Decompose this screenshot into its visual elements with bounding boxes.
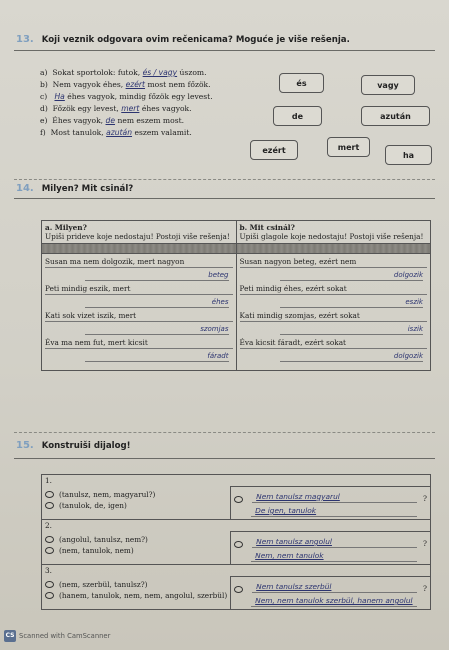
handwritten-answer: éhes xyxy=(85,297,229,308)
question-mark: ? xyxy=(423,584,427,593)
exercise-number: 15. xyxy=(16,440,34,451)
answer-line xyxy=(234,503,427,517)
sentence-line: Susan nagyon beteg, ezért nem xyxy=(240,256,428,268)
sentence-start: Éhes vagyok, xyxy=(52,116,104,126)
handwritten-answer: Nem tanulsz magyarul xyxy=(252,492,417,503)
column-a-title: a. Milyen? xyxy=(45,223,87,232)
sentence-end: éhes vagyok. xyxy=(141,104,192,114)
column-a-instruction: Upiši prideve koje nedostaju! Postoji više rešenja! xyxy=(45,232,230,241)
prompt-cell xyxy=(42,487,231,520)
sentence-end: úszom. xyxy=(179,68,207,77)
divider xyxy=(14,198,435,199)
speech-bubble-icon xyxy=(234,541,243,548)
prompt-text: (tanulsz, nem, magyarul?) xyxy=(59,489,156,499)
exercise-14-heading xyxy=(16,183,133,194)
sentence-line: Peti mindig eszik, mert xyxy=(45,283,233,295)
handwritten-answer: Nem tanulsz szerbül xyxy=(252,582,417,593)
divider xyxy=(14,179,435,180)
prompt xyxy=(45,545,227,556)
exercise-13-heading xyxy=(16,34,350,45)
handwritten-answer: dolgozik xyxy=(280,351,424,362)
sentence xyxy=(40,103,213,115)
answer-cell xyxy=(231,487,431,520)
divider xyxy=(14,50,435,51)
question-mark: ? xyxy=(423,539,427,548)
adjective-verb-table xyxy=(41,220,431,371)
answer-line xyxy=(234,534,427,548)
item-number-cell xyxy=(42,520,431,532)
word-box-mert: mert xyxy=(327,137,370,157)
prompt xyxy=(45,534,227,545)
sentence-line: Kati mindig szomjas, ezért sokat xyxy=(240,310,428,322)
handwritten-answer: Nem, nem tanulok szerbül, hanem angolul xyxy=(251,596,417,607)
word-box-de: de xyxy=(273,106,322,126)
prompt-text: (nem, tanulok, nem) xyxy=(59,545,134,555)
exercise-15-heading xyxy=(16,440,131,451)
speech-bubble-icon xyxy=(45,491,54,498)
handwritten-answer: dolgozik xyxy=(280,270,424,281)
exercise-title: Konstruiši dijalog! xyxy=(41,441,131,451)
column-a-header xyxy=(42,221,237,244)
speech-bubble-icon xyxy=(45,536,54,543)
handwritten-answer: Ha xyxy=(54,92,65,102)
sentence-letter: a) xyxy=(40,68,48,77)
prompt-cell xyxy=(42,577,231,610)
handwritten-answer: fáradt xyxy=(85,351,229,362)
sentence-start: Sokat sportolok: futok, xyxy=(52,68,141,77)
handwritten-answer: szomjas xyxy=(85,324,229,335)
answer-line xyxy=(234,579,427,593)
column-b-instruction: Upiši glagole koje nedostaju! Postoji više rešenja! xyxy=(239,232,424,241)
sentence xyxy=(40,67,213,79)
sentence-letter: d) xyxy=(40,104,48,114)
dialogue-table xyxy=(41,474,431,610)
divider xyxy=(14,458,435,459)
word-box-vagy: vagy xyxy=(361,75,415,95)
divider xyxy=(14,432,435,433)
question-mark: ? xyxy=(423,494,427,503)
sentence xyxy=(40,115,213,127)
answer-line xyxy=(234,593,427,607)
sentence-line: Éva ma nem fut, mert kicsit xyxy=(45,337,233,349)
column-b-body xyxy=(236,254,431,371)
scanner-watermark xyxy=(4,630,110,642)
sentence-list xyxy=(40,67,213,140)
sentence-line: Susan ma nem dolgozik, mert nagyon xyxy=(45,256,233,268)
column-b-title: b. Mit csinál? xyxy=(239,223,295,232)
sentence xyxy=(40,127,213,139)
prompt-text: (angolul, tanulsz, nem?) xyxy=(59,534,148,544)
exercise-title: Koji veznik odgovara ovim rečenicama? Moguće je više rešenja. xyxy=(41,35,350,45)
sentence-letter: c) xyxy=(40,92,48,102)
word-box-ezert: ezért xyxy=(250,140,298,160)
answer-cell xyxy=(231,532,431,565)
camscanner-logo: CS xyxy=(4,630,16,642)
word-box-azutan: azután xyxy=(361,106,430,126)
column-a-body xyxy=(42,254,237,371)
prompt xyxy=(45,489,227,500)
answer-line xyxy=(234,489,427,503)
sentence-end: éhes vagyok, mindig főzök egy levest. xyxy=(67,92,213,102)
handwritten-answer: Nem tanulsz angolul xyxy=(252,537,417,548)
prompt xyxy=(45,500,227,511)
speech-bubble-icon xyxy=(234,496,243,503)
sentence-line: Éva kicsit fáradt, ezért sokat xyxy=(240,337,428,349)
column-b-header xyxy=(236,221,431,244)
answer-cell xyxy=(231,577,431,610)
handwritten-answer: mert xyxy=(121,104,140,114)
prompt xyxy=(45,579,227,590)
exercise-title: Milyen? Mit csinál? xyxy=(41,184,134,194)
exercise-number: 14. xyxy=(16,183,34,194)
answer-line xyxy=(234,548,427,562)
speech-bubble-icon xyxy=(45,502,54,509)
sentence-start: Főzök egy levest, xyxy=(52,104,119,114)
exercise-number: 13. xyxy=(16,34,34,45)
sentence-letter: e) xyxy=(40,116,48,126)
shaded-band xyxy=(42,244,237,254)
handwritten-answer: beteg xyxy=(85,270,229,281)
handwritten-answer: De igen, tanulok xyxy=(251,506,417,517)
sentence-end: eszem valamit. xyxy=(134,128,192,138)
handwritten-answer: azután xyxy=(106,128,133,138)
prompt xyxy=(45,590,227,601)
item-number-cell xyxy=(42,475,431,487)
speech-bubble-icon xyxy=(234,586,243,593)
speech-bubble-icon xyxy=(45,547,54,554)
sentence-start: Nem vagyok éhes, xyxy=(52,80,124,90)
prompt-text: (tanulok, de, igen) xyxy=(59,500,127,510)
sentence-end: nem eszem most. xyxy=(117,116,185,126)
prompt-cell xyxy=(42,532,231,565)
sentence-end: most nem főzök. xyxy=(147,80,211,90)
item-number: 2. xyxy=(45,521,52,530)
item-number-cell xyxy=(42,565,431,577)
speech-bubble-icon xyxy=(45,581,54,588)
scanner-text: Scanned with CamScanner xyxy=(19,632,111,640)
handwritten-answer: iszik xyxy=(280,324,424,335)
sentence-letter: b) xyxy=(40,80,48,90)
prompt-text: (nem, szerbül, tanulsz?) xyxy=(59,579,148,589)
shaded-band xyxy=(236,244,431,254)
item-number: 3. xyxy=(45,566,52,575)
handwritten-answer: ezért xyxy=(125,80,146,90)
sentence xyxy=(40,91,213,103)
speech-bubble-icon xyxy=(45,592,54,599)
handwritten-answer: de xyxy=(105,116,116,126)
sentence-letter: f) xyxy=(40,128,46,138)
word-box-ha: ha xyxy=(385,145,432,165)
sentence xyxy=(40,79,213,91)
sentence-line: Peti mindig éhes, ezért sokat xyxy=(240,283,428,295)
word-box-es: és xyxy=(279,73,324,93)
handwritten-answer: Nem, nem tanulok xyxy=(251,551,417,562)
handwritten-answer: eszik xyxy=(280,297,424,308)
sentence-start: Most tanulok, xyxy=(50,128,104,138)
prompt-text: (hanem, tanulok, nem, nem, angolul, szerbül) xyxy=(59,590,228,600)
item-number: 1. xyxy=(45,476,52,485)
handwritten-answer: és / vagy xyxy=(142,68,178,77)
sentence-line: Kati sok vizet iszik, mert xyxy=(45,310,233,322)
